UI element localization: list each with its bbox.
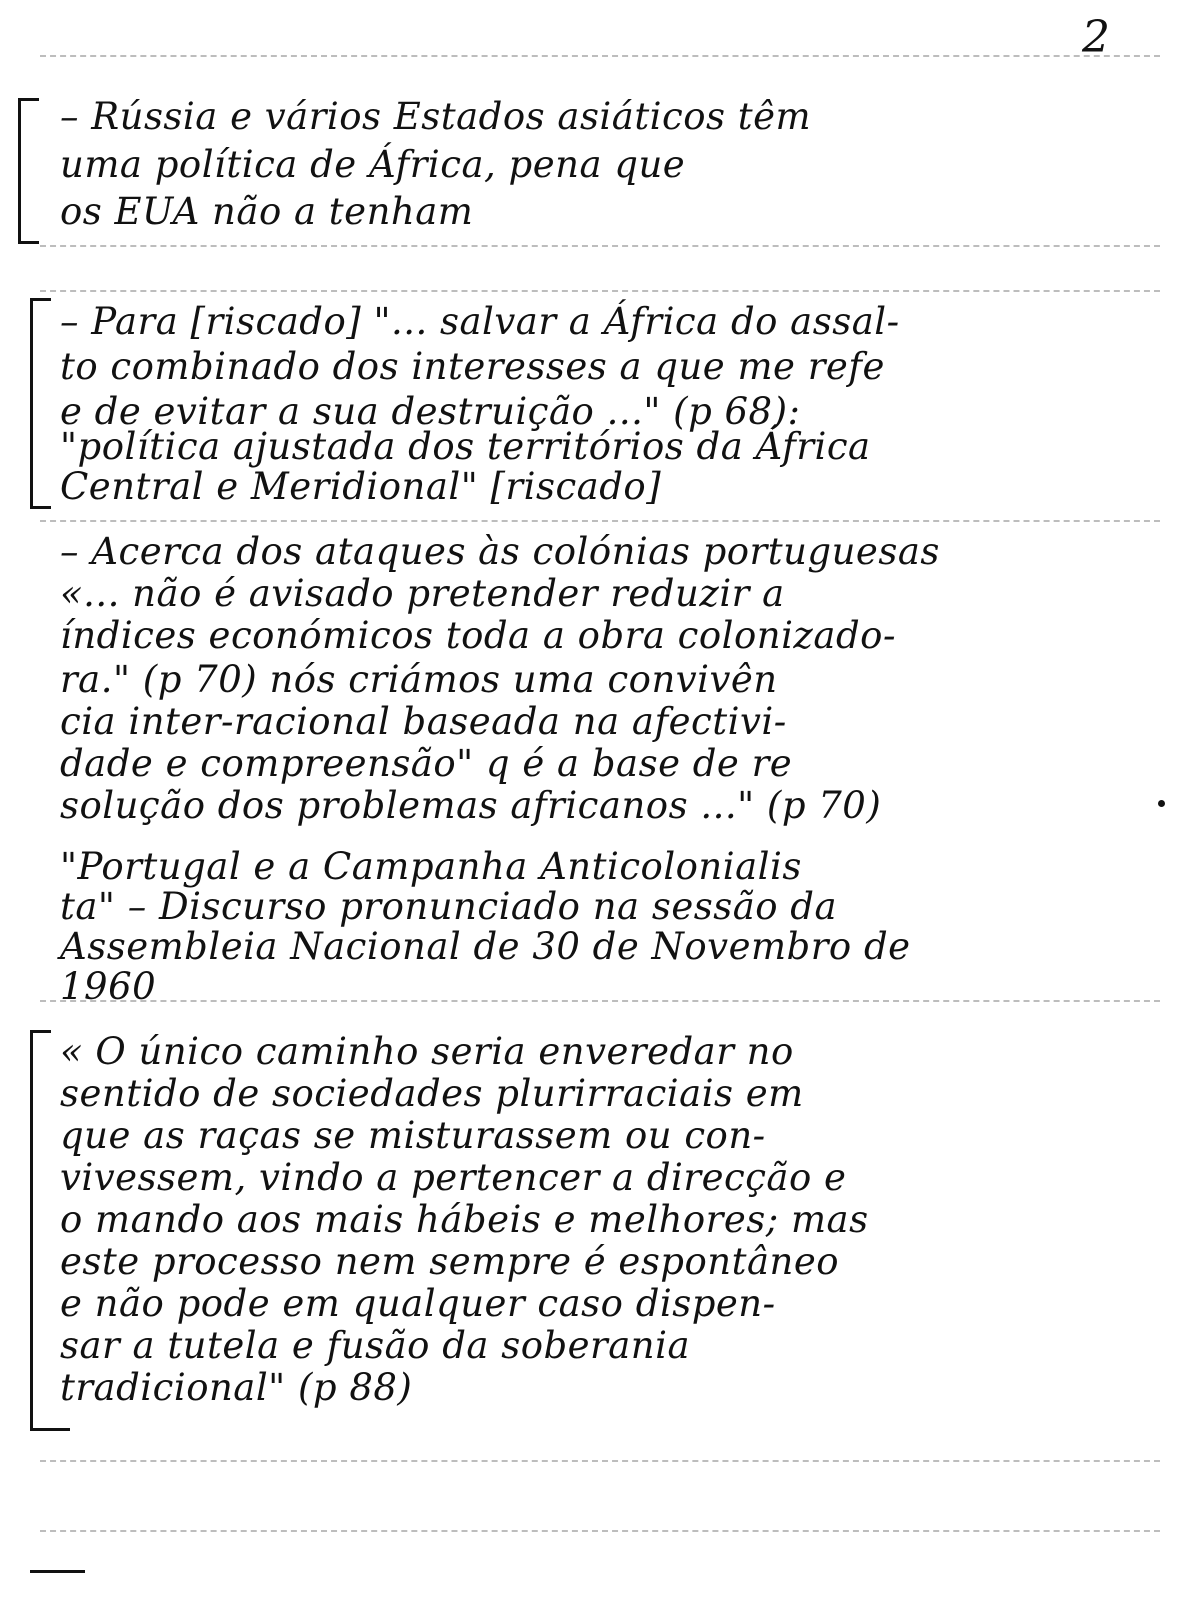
note-line: e não pode em qualquer caso dispen- xyxy=(60,1282,776,1325)
note-line: ta" – Discurso pronunciado na sessão da xyxy=(60,885,838,928)
note-line: – Para [riscado] "... salvar a África do assal- xyxy=(60,300,900,343)
note-line: os EUA não a tenham xyxy=(60,190,474,233)
note-line: ra." (p 70) nós criámos uma convivên xyxy=(60,658,778,701)
ruled-line xyxy=(40,290,1160,292)
note-line: este processo nem sempre é espontâneo xyxy=(60,1240,840,1283)
note-line: vivessem, vindo a pertencer a direcção e xyxy=(60,1156,847,1199)
margin-bracket-end xyxy=(30,1428,70,1431)
note-line: 1960 xyxy=(60,965,157,1008)
ruled-line xyxy=(40,1000,1160,1002)
margin-mark xyxy=(30,1570,85,1573)
note-line: e de evitar a sua destruição ..." (p 68): xyxy=(60,390,801,433)
note-line: – Rússia e vários Estados asiáticos têm xyxy=(60,95,812,138)
note-line: que as raças se misturassem ou con- xyxy=(60,1114,766,1157)
note-line: "Portugal e a Campanha Anticolonialis xyxy=(60,845,802,888)
note-line: cia inter-racional baseada na afectivi- xyxy=(60,700,787,743)
ruled-line xyxy=(40,520,1160,522)
note-line: – Acerca dos ataques às colónias portuguesas xyxy=(60,530,940,573)
page-number: 2 xyxy=(1082,12,1110,63)
ruled-line xyxy=(40,55,1160,57)
note-line: solução dos problemas africanos ..." (p 70) xyxy=(60,784,882,827)
note-line: sentido de sociedades plurirraciais em xyxy=(60,1072,804,1115)
note-line: Central e Meridional" [riscado] xyxy=(60,465,662,508)
margin-bracket xyxy=(30,298,51,509)
note-line: «... não é avisado pretender reduzir a xyxy=(60,572,785,615)
ruled-line xyxy=(40,1460,1160,1462)
note-line: sar a tutela e fusão da soberania xyxy=(60,1324,691,1367)
note-line: « O único caminho seria enveredar no xyxy=(60,1030,794,1073)
margin-bracket xyxy=(30,1030,51,1428)
note-line: to combinado dos interesses a que me refe xyxy=(60,345,885,388)
note-line: Assembleia Nacional de 30 de Novembro de xyxy=(60,925,911,968)
note-line: o mando aos mais hábeis e melhores; mas xyxy=(60,1198,869,1241)
note-line: dade e compreensão" q é a base de re xyxy=(60,742,793,785)
ink-dot xyxy=(1158,800,1165,807)
margin-bracket xyxy=(18,98,39,244)
ruled-line xyxy=(40,245,1160,247)
ruled-line xyxy=(40,1530,1160,1532)
note-line: índices económicos toda a obra colonizado- xyxy=(60,614,896,657)
note-line: "política ajustada dos territórios da África xyxy=(60,425,871,468)
note-line: tradicional" (p 88) xyxy=(60,1366,413,1409)
note-line: uma política de África, pena que xyxy=(60,143,686,186)
